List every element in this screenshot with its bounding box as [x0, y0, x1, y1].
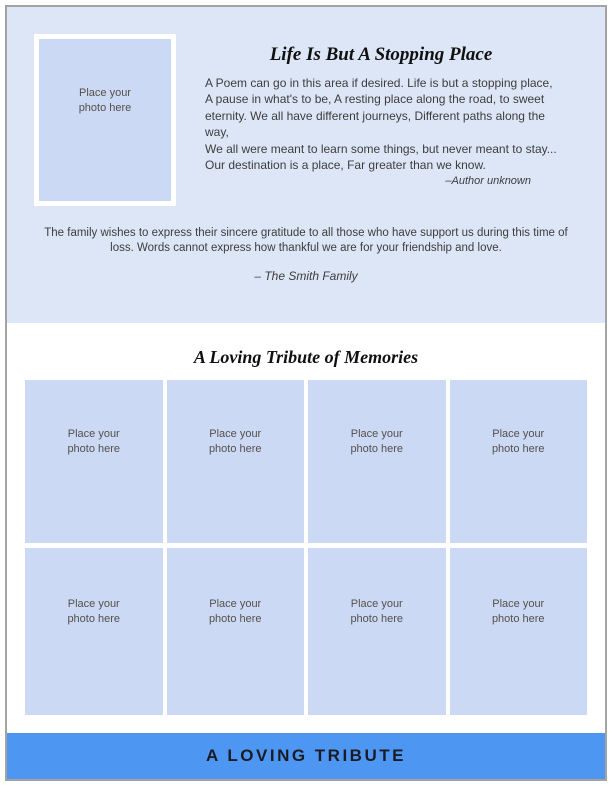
footer-banner-label: A LOVING TRIBUTE	[206, 746, 406, 765]
placeholder-text-line2: photo here	[78, 102, 132, 114]
photo-placeholder-label	[209, 427, 262, 457]
photo-placeholder-cell-7[interactable]	[308, 548, 446, 715]
photo-placeholder-cell-1[interactable]	[25, 380, 163, 543]
photo-placeholder-label	[492, 597, 545, 627]
photo-grid	[25, 380, 587, 715]
top-section	[7, 7, 605, 323]
placeholder-text-line1: Place your	[350, 597, 403, 610]
poem-line: A Poem can go in this area if desired. Life is but a stopping place,	[205, 76, 553, 90]
footer-banner	[7, 733, 605, 779]
family-message-line: The family wishes to express their sincere gratitude to all those who have support us during this time of	[44, 227, 568, 239]
placeholder-text-line1: Place your	[492, 597, 545, 610]
photo-placeholder-label	[67, 427, 120, 457]
poem-line: A pause in what's to be, A resting place along the road, to sweet	[205, 92, 545, 107]
memories-section	[7, 323, 605, 733]
photo-placeholder-label	[209, 597, 262, 627]
main-photo-placeholder-label	[39, 39, 171, 201]
placeholder-text-line1: Place your	[492, 427, 545, 440]
photo-placeholder-cell-4[interactable]	[450, 380, 588, 543]
poem-attribution: –Author unknown	[445, 175, 531, 188]
placeholder-text-line2: photo here	[350, 442, 404, 455]
photo-placeholder-label	[350, 597, 403, 627]
placeholder-text-line1: Place your	[209, 427, 262, 440]
photo-placeholder-cell-2[interactable]	[167, 380, 305, 543]
program-page	[5, 5, 607, 781]
poem-column	[205, 43, 557, 187]
placeholder-text-line1: Place your	[79, 87, 131, 99]
photo-placeholder-label	[492, 427, 545, 457]
family-message-line: loss. Words cannot express how thankful we are for your friendship and love.	[110, 241, 502, 254]
placeholder-text-line1: Place your	[209, 597, 262, 610]
poem-title: Life Is But A Stopping Place	[269, 44, 493, 65]
placeholder-text-line1: Place your	[67, 597, 120, 610]
photo-placeholder-cell-6[interactable]	[167, 548, 305, 715]
placeholder-text-line1: Place your	[67, 427, 120, 440]
family-message	[7, 226, 605, 283]
main-photo-placeholder[interactable]	[34, 34, 176, 206]
placeholder-text-line2: photo here	[491, 612, 545, 625]
photo-placeholder-cell-8[interactable]	[450, 548, 588, 715]
poem-text	[205, 75, 557, 173]
poem-line: We all were meant to learn some things, but never meant to stay...	[205, 141, 557, 156]
family-signature: – The Smith Family	[254, 269, 358, 283]
placeholder-text-line1: Place your	[350, 427, 403, 440]
placeholder-text-line2: photo here	[491, 442, 545, 455]
placeholder-text-line2: photo here	[208, 442, 262, 455]
photo-placeholder-label	[67, 597, 120, 627]
family-message-text	[7, 226, 605, 255]
placeholder-text-line2: photo here	[208, 612, 262, 625]
poem-line: eternity. We all have different journeys, Different paths along the way,	[205, 108, 545, 140]
poem-line: Our destination is a place, Far greater than we know.	[205, 158, 486, 173]
placeholder-text-line2: photo here	[350, 612, 404, 625]
placeholder-text-line2: photo here	[67, 612, 121, 625]
placeholder-text-line2: photo here	[67, 442, 121, 455]
photo-placeholder-cell-3[interactable]	[308, 380, 446, 543]
photo-placeholder-label	[350, 427, 403, 457]
memories-title: A Loving Tribute of Memories	[193, 347, 419, 367]
photo-placeholder-cell-5[interactable]	[25, 548, 163, 715]
